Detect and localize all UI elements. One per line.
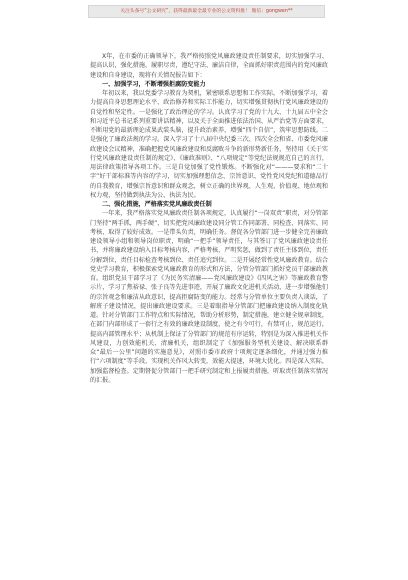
section-1-paragraph: 年初以来，我以党委学习教育为契机，紧密联系思想和工作实际，不断加强学习，着力提高自身思想理论水平、政治修养和实际工作能力，切实增强贯彻执行党风廉政建设的自觉性和坚定性。一是强化了政治理论的学习。认真学习了党的十九大、十九届五中全会和习近平总书记系列重要讲话精神，以及关于全面推进依法治国、从严治党等方面要求，不断用党的最新理论成果武装头脑，提升政治素养，增强“四个自信”，筑牢思想防线。二是强化了廉政法规的学习。深入学习了十八届中央纪委三次、四次全会和省、市委党风廉政建设会议精神，准确把握党风廉政建设和反腐败斗争的新形势新任务，坚持用《关于实行党风廉政建设责任制的规定》、《廉政准则》、“八项规定”等党纪法规规范自己的言行，用法律政策指导各项工作。三是自觉加强了党性锻炼。不断强化对“———要求和“二十字”好干部标准等内容的学习，切实加强理想信念、宗旨意识、党性党风党纪和道德品行的自我教育，增强宗旨意识和群众观念，树立正确的世界观、人生观、价值观、地位观和权力观，坚持做到执法为公、执法为民。	[90, 90, 328, 199]
section-2-paragraph: 一年来，我严格落实党风廉政责任制各项规定，认真履行“一岗双责”职责，对分管部门坚持“两手抓，两手硬”，切实把党风廉政建设同分管工作同部署、同检查、同落实、同考核，取得了较好成效。一是带头负责，明确任务。督促各分管部门进一步健全完善廉政建设领导小组和领导岗位职责，明确“一把手”领导责任，与其签订了党风廉政建设责任书，并将廉政建设纳入目标考核内容，严格考核，严明奖惩，做到了责任主体到位，责任分解到位，责任目标检查考核到位、责任追究到位。二是开展经常性党风廉政教育。结合党史学习教育，积极探索党风廉政教育的形式和方法，分管分管部门抓好党员干部廉政教育。组织党员干部学习了《为民务实清廉——党风廉政建设》《四风之害》等廉政教育警示片，学习了焦裕禄、张子良等先进事迹，开展了廉政文化进机关活动，进一步增强他们的宗旨观念和廉洁从政意识，提高拒腐防变的能力。经常与分管单位主要负责人谈话，了解班子建设情况，提出廉政建设要求。三是着眼指导分管部门把廉政建设纳入制度化轨道。针对分管部门工作特点和实际情况，帮助分析形势，制定措施，建立健全规章制度，在部门内部形成了一套行之有效的廉政建设制度，使之有令可行，有禁可止，规范运行，提高内部管理水平；从机制上保证了分管部门的规范有序运转，特别是为深入推进机关作风建设，力创效能机关、清廉机关，组织制定了《加强服务型机关建设、解决联系群众“最后一公里”问题的实施意见》，对照市委市政府十项规定逐条细化，并通过强力推行“六项制度”等手段，实现机关作风大转变，效能大提速，环境大优化。四是深入实际，加强监督检查。定期督促分管部门一把手研究制定和上报履责措施，听取责任制落实情况的汇报。	[90, 210, 328, 384]
section-heading-1: 一、加强学习，不断增强拒腐防变能力	[102, 80, 206, 88]
top-banner[interactable]: 关注头条号“公文研究”，获得最新最全最专业的公文资料推！ 微信：gongwen**	[88, 5, 325, 18]
document-body	[90, 52, 328, 385]
section-heading-2: 二、强化措施，严格落实党风廉政责任制	[102, 201, 212, 208]
intro-paragraph: X年，在市委的正确领导下，我严格按照党风廉政建设责任制要求，切实加强学习、提高认识，强化措施、履职尽责，遵纪守法、廉洁自律，全面抓好职责范围内的党风廉政建设和自身建设，现将有关情况报告如下：	[90, 53, 328, 79]
